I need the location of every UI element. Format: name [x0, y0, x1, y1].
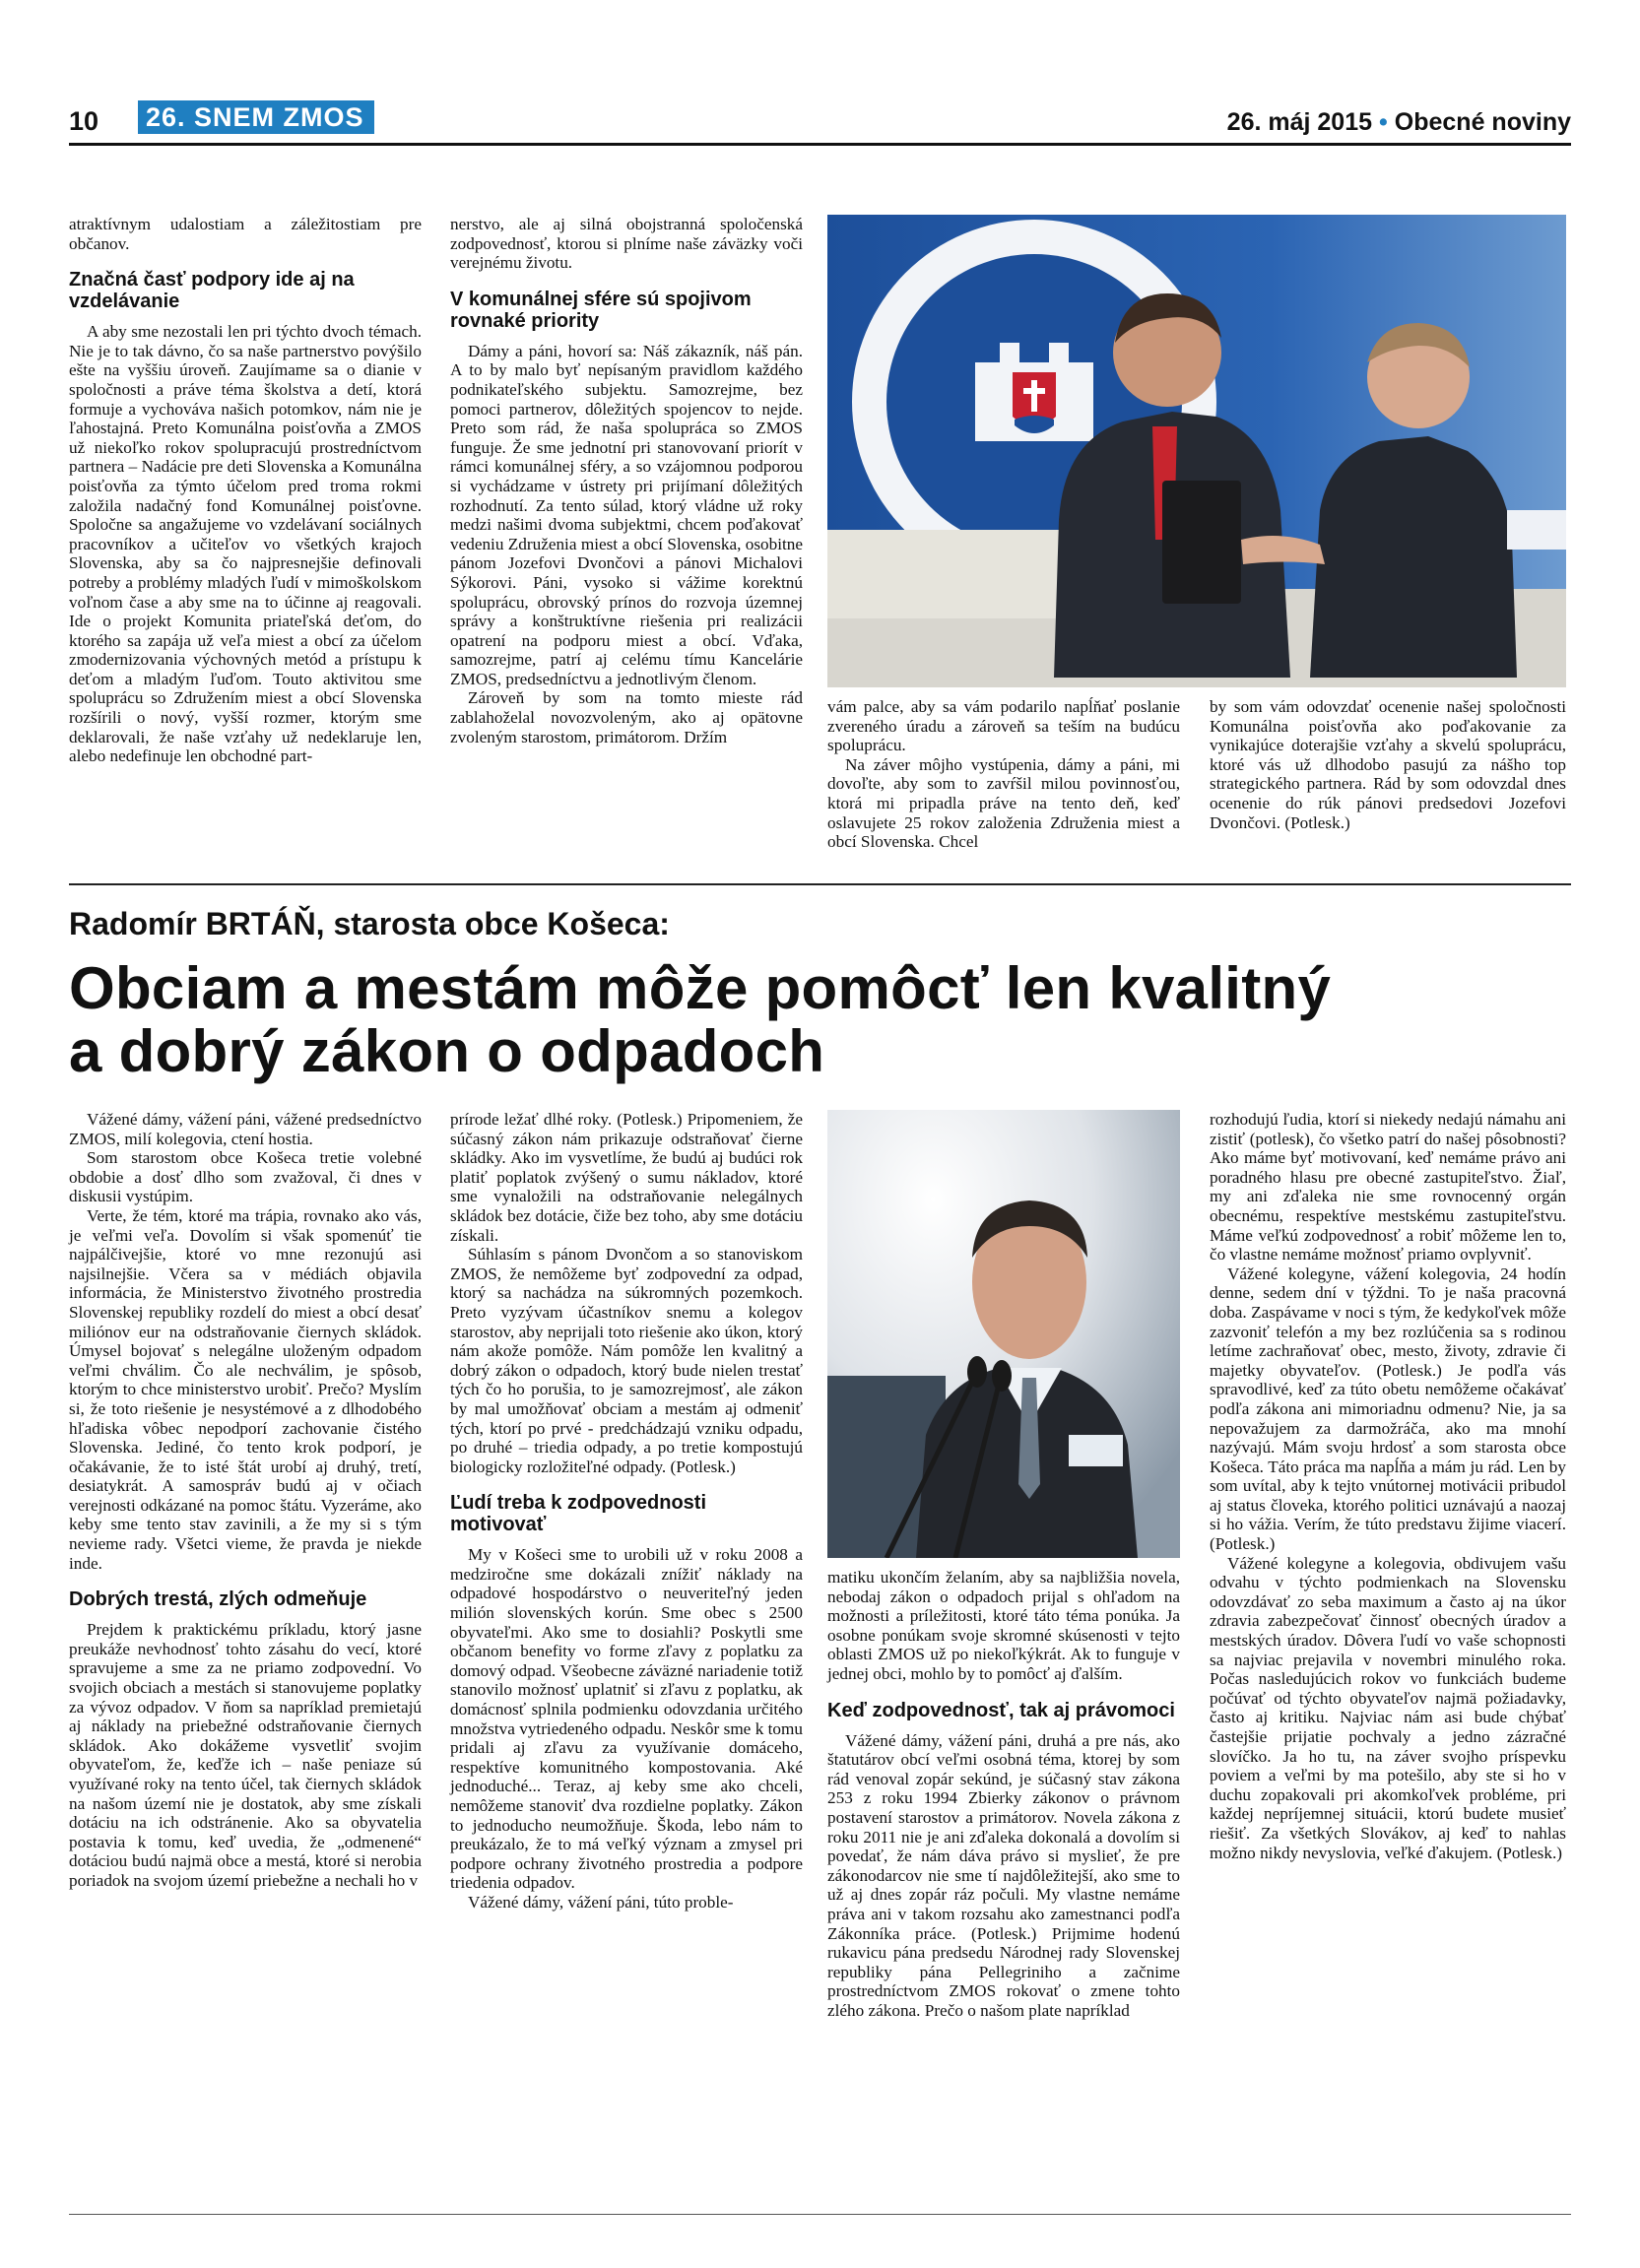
issue-info [1227, 108, 1571, 137]
issue-date: 26. máj 2015 [1226, 108, 1373, 136]
paragraph: Vážené kolegyne a kolegovia, obdivujem vašu odvahu v týchto podmienkach na Slovensku odovzdávať zo seba maximum a často aj na úkor zdravia zabezpečovať činnosť obecných úradov a mestských úradov. Dôvera ľudí vo vaše schopnosti sa najviac prejavila v novembri minulého roka. Počas nasledujúcich rokov vo funkciách budeme počúvať od týchto obyvateľov najmä požiadavky, často aj kritiku. Najviac nám asi bude chýbať častejšie prijatie pochvaly a jedno zázračné slovíčko. Ja ho tu, na záver svojho príspevku poviem a veľmi by ma potešilo, aby ste si ho v duchu zopakovali pri akomkoľvek probléme, pri každej nepríjemnej situácii, ktorú budete musieť riešiť. Za všetkých Slovákov, aj keď to nahlas možno nikdy nevyslovia, veľké ďakujem. (Potlesk.) [1210, 1553, 1566, 1862]
paragraph: Zároveň by som na tomto mieste rád zablahoželal novozvoleným, ako aj opätovne zvoleným starostom, primátorom. Držím [450, 688, 803, 746]
publication-name: Obecné noviny [1394, 108, 1571, 136]
top-article-column-4 [1210, 697, 1566, 832]
paragraph: atraktívnym udalostiam a záležitostiam pre občanov. [69, 215, 422, 253]
bottom-article-column-1 [69, 1110, 422, 1891]
subheading: Dobrých trestá, zlých odmeňuje [69, 1588, 367, 1611]
article-byline: Radomír BRTÁŇ, starosta obce Košeca: [69, 906, 670, 941]
paragraph: Súhlasím s pánom Dvončom a so stanoviskom ZMOS, že nemôžeme byť zodpovední za odpad, ktorý sa nachádza na súkromných pozemkoch. Preto vyzývam účastníkov snemu a kolegov starostov, aby neprijali toto riešenie ako úkon, ktorý nám akože pomôže. Nám pomôže len kvalitný a dobrý zákon o odpadoch, ktorý bude nielen trestať tých čo ho porušia, to je samozrejmosť, ale zákon by mal umožňovať obciam a mestám aj odmeniť tých, ktorí po prvé - predchádzajú vzniku odpadu, po druhé – triedia odpady, a po tretie kompostujú biologicky rozložiteľné odpady. (Potlesk.) [450, 1245, 803, 1476]
paragraph: vám palce, aby sa vám podarilo napĺňať poslanie zvereného úradu a zároveň sa teším na budúcu spoluprácu. [827, 697, 1180, 755]
footer-rule [69, 2214, 1571, 2215]
paragraph: My v Košeci sme to urobili už v roku 2008 a medziročne sme dokázali znížiť náklady na odpadové hospodárstvo o neuveriteľný jeden milión slovenských korún. Sme obec s 2500 obyvateľmi. Ako sme to dosiahli? Poskytli sme občanom benefity vo forme zľavy z poplatku za domový odpad. Všeobecne záväzné nariadenie totiž stanovilo možnosť uplatniť si zľavu z poplatku, ak domácnosť splnila podmienku odovzdania určitého množstva vytriedeného odpadu. Neskôr sme k tomu pridali aj zľavu za využívanie domáceho, respektíve komunitného kompostovania. Aké jednoduché... Teraz, aj keby sme ako chceli, nemôžeme stanoviť dva rozdielne poplatky. Zákon to jednoducho neumožňuje. Škoda, lebo nám to preukázalo, že to má veľký význam a zmysel pri podpore ochrany životného prostredia a podpore triedenia odpadov. [450, 1545, 803, 1893]
paragraph: prírode ležať dlhé roky. (Potlesk.) Pripomeniem, že súčasný zákon nám prikazuje odstraňovať čierne skládky. Ako im vysvetlíme, že budú aj budúci rok platiť poplatok zvýšený o sumu nákladov, ktoré sme vynaložili na odstraňovanie nelegálnych skládok bez dotácie, čiže bez toho, aby sme dotáciu získali. [450, 1110, 803, 1245]
paragraph: Vážené dámy, vážení páni, túto proble- [468, 1892, 734, 1912]
speaker-portrait-photo [827, 1110, 1180, 1558]
subheading: Keď zodpovednosť, tak aj právomoci [827, 1699, 1175, 1721]
page-number: 10 [69, 106, 99, 136]
top-article-column-2 [450, 215, 803, 746]
paragraph: Verte, že tém, ktoré ma trápia, rovnako ako vás, je veľmi veľa. Dovolím si však spomenúť tie najpálčivejšie, ktoré vo mne rezonujú asi najsilnejšie. Včera sa v médiách objavila informácia, že Ministerstvo životného prostredia Slovenskej republiky rozdelí do miest a obcí desať miliónov eur na odstraňovanie čiernych skládok. Úmysel bojovať s nelegálne uloženým odpadom veľmi chválim. Čo ale nechválim, je spôsob, ktorým to chce ministerstvo urobiť. Prečo? Myslím si, že toto riešenie je nesystémové a z dlhodobého hľadiska vôbec nepodporí zachovanie čistého Slovenska. Jediné, čo tento krok podporí, je očakávanie, že to isté štát urobí aj druhý, tretí, desiatykrát. A samospráv budú aj v očiach verejnosti odkázané na pomoc štátu. Vyzeráme, ako keby sme tento stav zavinili, a že my si s tým nevieme rady. Všetci vieme, že pravda je niekde inde. [69, 1205, 422, 1573]
separator-dot: • [1379, 108, 1388, 136]
paragraph: Vážené dámy, vážení páni, vážené predsedníctvo ZMOS, milí kolegovia, ctení hostia. [69, 1110, 422, 1148]
bottom-article-column-3 [827, 1568, 1180, 2020]
section-label: 26. SNEM ZMOS [138, 100, 374, 134]
paragraph: A aby sme nezostali len pri týchto dvoch témach. Nie je to tak dávno, čo sa naše partnerstvo povýšilo ešte na vyššiu úroveň. Zaujímame sa o dianie v spoločnosti a práve téma školstva a detí, ktorá formuje a vychováva našich potomkov, nám nie je ľahostajná. Preto Komunálna poisťovňa a ZMOS už niekoľko rokov spolupracujú prostredníctvom partnera – Nadácie pre deti Slovenska a Komunálna poisťovňa za týmto účelom pred troma rokmi založila nadačný fond Komunálnej poisťovne. Spoločne sa angažujeme vo vzdelávaní sociálnych pracovníkov a učiteľov vo všetkých krajoch Slovenska, aby sa čo najpresnejšie definovali potreby a problémy mladých ľudí v mimoškolskom voľnom čase a aby sme na to účinne aj reagovali. Ide o projekt Komunita priateľská deťom, do ktorého sa zapája už veľa miest a obcí za účelom zmodernizovania výchovných metód a prístupu k deťom a mladým ľuďom. Touto aktivitou sme spoluprácu so Združením miest a obcí Slovenska rozšírili o nový, vyšší rozmer, ktorým sme deklarovali, že naše vzťahy už nedeklaruje len, alebo nedefinuje len obchodné part- [69, 322, 422, 766]
subheading: Značná časť podpory ide aj na vzdelávanie [69, 269, 355, 313]
subheading: Ľudí treba k zodpovednosti motivovať [450, 1492, 707, 1536]
paragraph: nerstvo, ale aj silná obojstranná spoločenská zodpovednosť, ktorou si plníme naše záväzky voči verejnému životu. [450, 215, 803, 273]
paragraph: Vážené kolegyne, vážení kolegovia, 24 hodín denne, sedem dní v týždni. To je naša pracovná doba. Zaspávame v noci s tým, že kedykoľvek môže zazvoniť telefón a my bez rozlúčenia sa s rodinou letíme zachraňovať obec, mesto, životy, zdravie či majetky obyvateľov. (Potlesk.) Je podľa vás spravodlivé, keď za túto obetu nemôžeme očakávať podľa zákona ani mimoriadnu odmenu? Nie, ja sa nepovažujem za darmožráča, ako ma mnohí nazývajú. Mám svoju hrdosť a som starosta obce Košeca. Táto práca ma napĺňa a mám ju rád. Len by som uvítal, aby k tejto vnútornej motivácii pribudol aj status človeka, ktorého politici uznávajú a naozaj si ho vážia. Verím, že túto predstavu žijime viacerí. (Potlesk.) [1210, 1264, 1566, 1554]
bottom-article-column-2 [450, 1110, 803, 1912]
paragraph: Na záver môjho vystúpenia, dámy a páni, mi dovoľte, aby som to zavŕšil milou povinnosťou, ktorá mi pripadla práve na tento deň, keď oslavujete 25 rokov založenia Združenia miest a obcí Slovenska. Chcel [827, 754, 1180, 852]
paragraph: Prejdem k praktickému príkladu, ktorý jasne preukáže nevhodnosť tohto zásahu do vecí, ktoré spravujeme a sme za ne priamo zodpovední. Vo svojich obciach a mestách si stanovujeme poplatky za vývoz odpadov. V ňom sa napríklad premietajú aj náklady na priebežné odstraňovanie čiernych skládok. Ako dokážeme vysvetliť svojim obyvateľom, že, keďže ich – naše peniaze sú využívané roky na tento účel, tak čiernych skládok na našom území nie je dostatok, aby sme získali dotáciu na ich odstránenie. Ako sa obyvatelia postavia k tomu, keď uvedia, že „odmenené“ dotáciou budú najmä obce a mestá, ktoré si nerobia poriadok na svojom území priebežne a nechali ho v [69, 1620, 422, 1890]
header-rule [69, 143, 1571, 146]
award-ceremony-photo [827, 215, 1566, 687]
paragraph: Vážené dámy, vážení páni, druhá a pre nás, ako štatutárov obcí veľmi osobná téma, ktorej by som rád venoval zopár sekúnd, je súčasný stav zákona 253 z roku 1994 Zbierky zákonov o právnom postavení starostov a primátorov. Novela zákona z roku 2011 nie je ani zďaleka dokonalá a dovolím si povedať, že nám dáva právo si myslieť, že pre zákonodarcov nie sme tí najdôležitejší, ako sme to už aj dnes zopár ráz počuli. My vlastne nemáme práva ani v takom rozsahu ako zamestnanci podľa Zákonníka práce. (Potlesk.) Prijmime hodenú rukavicu pána predsedu Národnej rady Slovenskej republiky pána Pellegriniho a začnime prostredníctvom ZMOS rokovať o zmene tohto zlého zákona. Prečo o našom plate napríklad [827, 1730, 1180, 2020]
bottom-article-column-4 [1210, 1110, 1566, 1862]
article-headline [69, 957, 1566, 1083]
subheading: V komunálnej sfére sú spojivom rovnaké priority [450, 288, 752, 332]
paragraph: rozhodujú ľudia, ktorí si niekedy nedajú námahu ani zistiť (potlesk), čo všetko patrí do našej pôsobnosti? Ako máme byť motivovaní, keď nemáme právo ani poradného hlasu pre obecné zastupiteľstvo. Žiaľ, my ani zďaleka nie sme rovnocenný orgán obecnému, respektíve mestskému zastupiteľstvu. Máme veľkú zodpovednosť a robiť môžeme len to, čo vlastne nemáme možnosť priamo ovplyvniť. [1210, 1110, 1566, 1264]
paragraph: matiku ukončím želaním, aby sa najbližšia novela, nebodaj zákon o odpadoch prijal s ohľadom na možnosti a príležitosti, ktoré táto téma ponúka. Ja osobne ponúkam svoje skromné skúsenosti v tejto oblasti ZMOS už po niekoľkýkrát. Ak to funguje v jednej obci, mohlo by to pomôcť aj ďalším. [827, 1568, 1180, 1683]
paragraph: by som vám odovzdať ocenenie našej spoločnosti Komunálna poisťovňa ako poďakovanie za vynikajúce doterajšie vzťahy a skvelú spoluprácu, ktoré vás už dlhodobo pasujú za nášho top strategického partnera. Rád by som odovzdal dnes ocenenie do rúk pánovi predsedovi Jozefovi Dvončovi. (Potlesk.) [1210, 697, 1566, 832]
headline-line-1: Obciam a mestám môže pomôcť len kvalitný [69, 955, 1332, 1021]
headline-line-2: a dobrý zákon o odpadoch [69, 1018, 825, 1084]
top-article-column-1 [69, 215, 422, 766]
paragraph: Dámy a páni, hovorí sa: Náš zákazník, náš pán. A to by malo byť nepísaným pravidlom každého podnikateľského subjektu. Samozrejme, bez pomoci partnerov, dôležitých spojencov to nejde. Preto som rád, že naša spolupráca so ZMOS funguje. Že sme jednotní pri stanovovaní priorít v rámci komunálnej sféry, a so vzájomnou podporou si vychádzame v ústrety pri prijímaní dôležitých rozhodnutí. Za tento súlad, ktorý vládne už roky medzi našimi dvoma subjektmi, chcem poďakovať vedeniu Združenia miest a obcí Slovenska, osobitne pánom Jozefovi Dvončovi a pánovi Michalovi Sýkorovi. Páni, vysoko si vážime korektnú spoluprácu, obrovský prínos do rozvoja územnej správy a konštruktívne riešenia pri realizácii opatrení na podporu miest a obcí. Vďaka, samozrejme, patrí aj celému tímu Kancelárie ZMOS, predsedníctvu a jednotlivým členom. [450, 341, 803, 688]
top-article-column-3 [827, 697, 1180, 852]
article-divider [69, 883, 1571, 885]
paragraph: Som starostom obce Košeca tretie volebné obdobie a dosť dlho som zvažoval, či dnes v diskusii vystúpim. [69, 1148, 422, 1206]
